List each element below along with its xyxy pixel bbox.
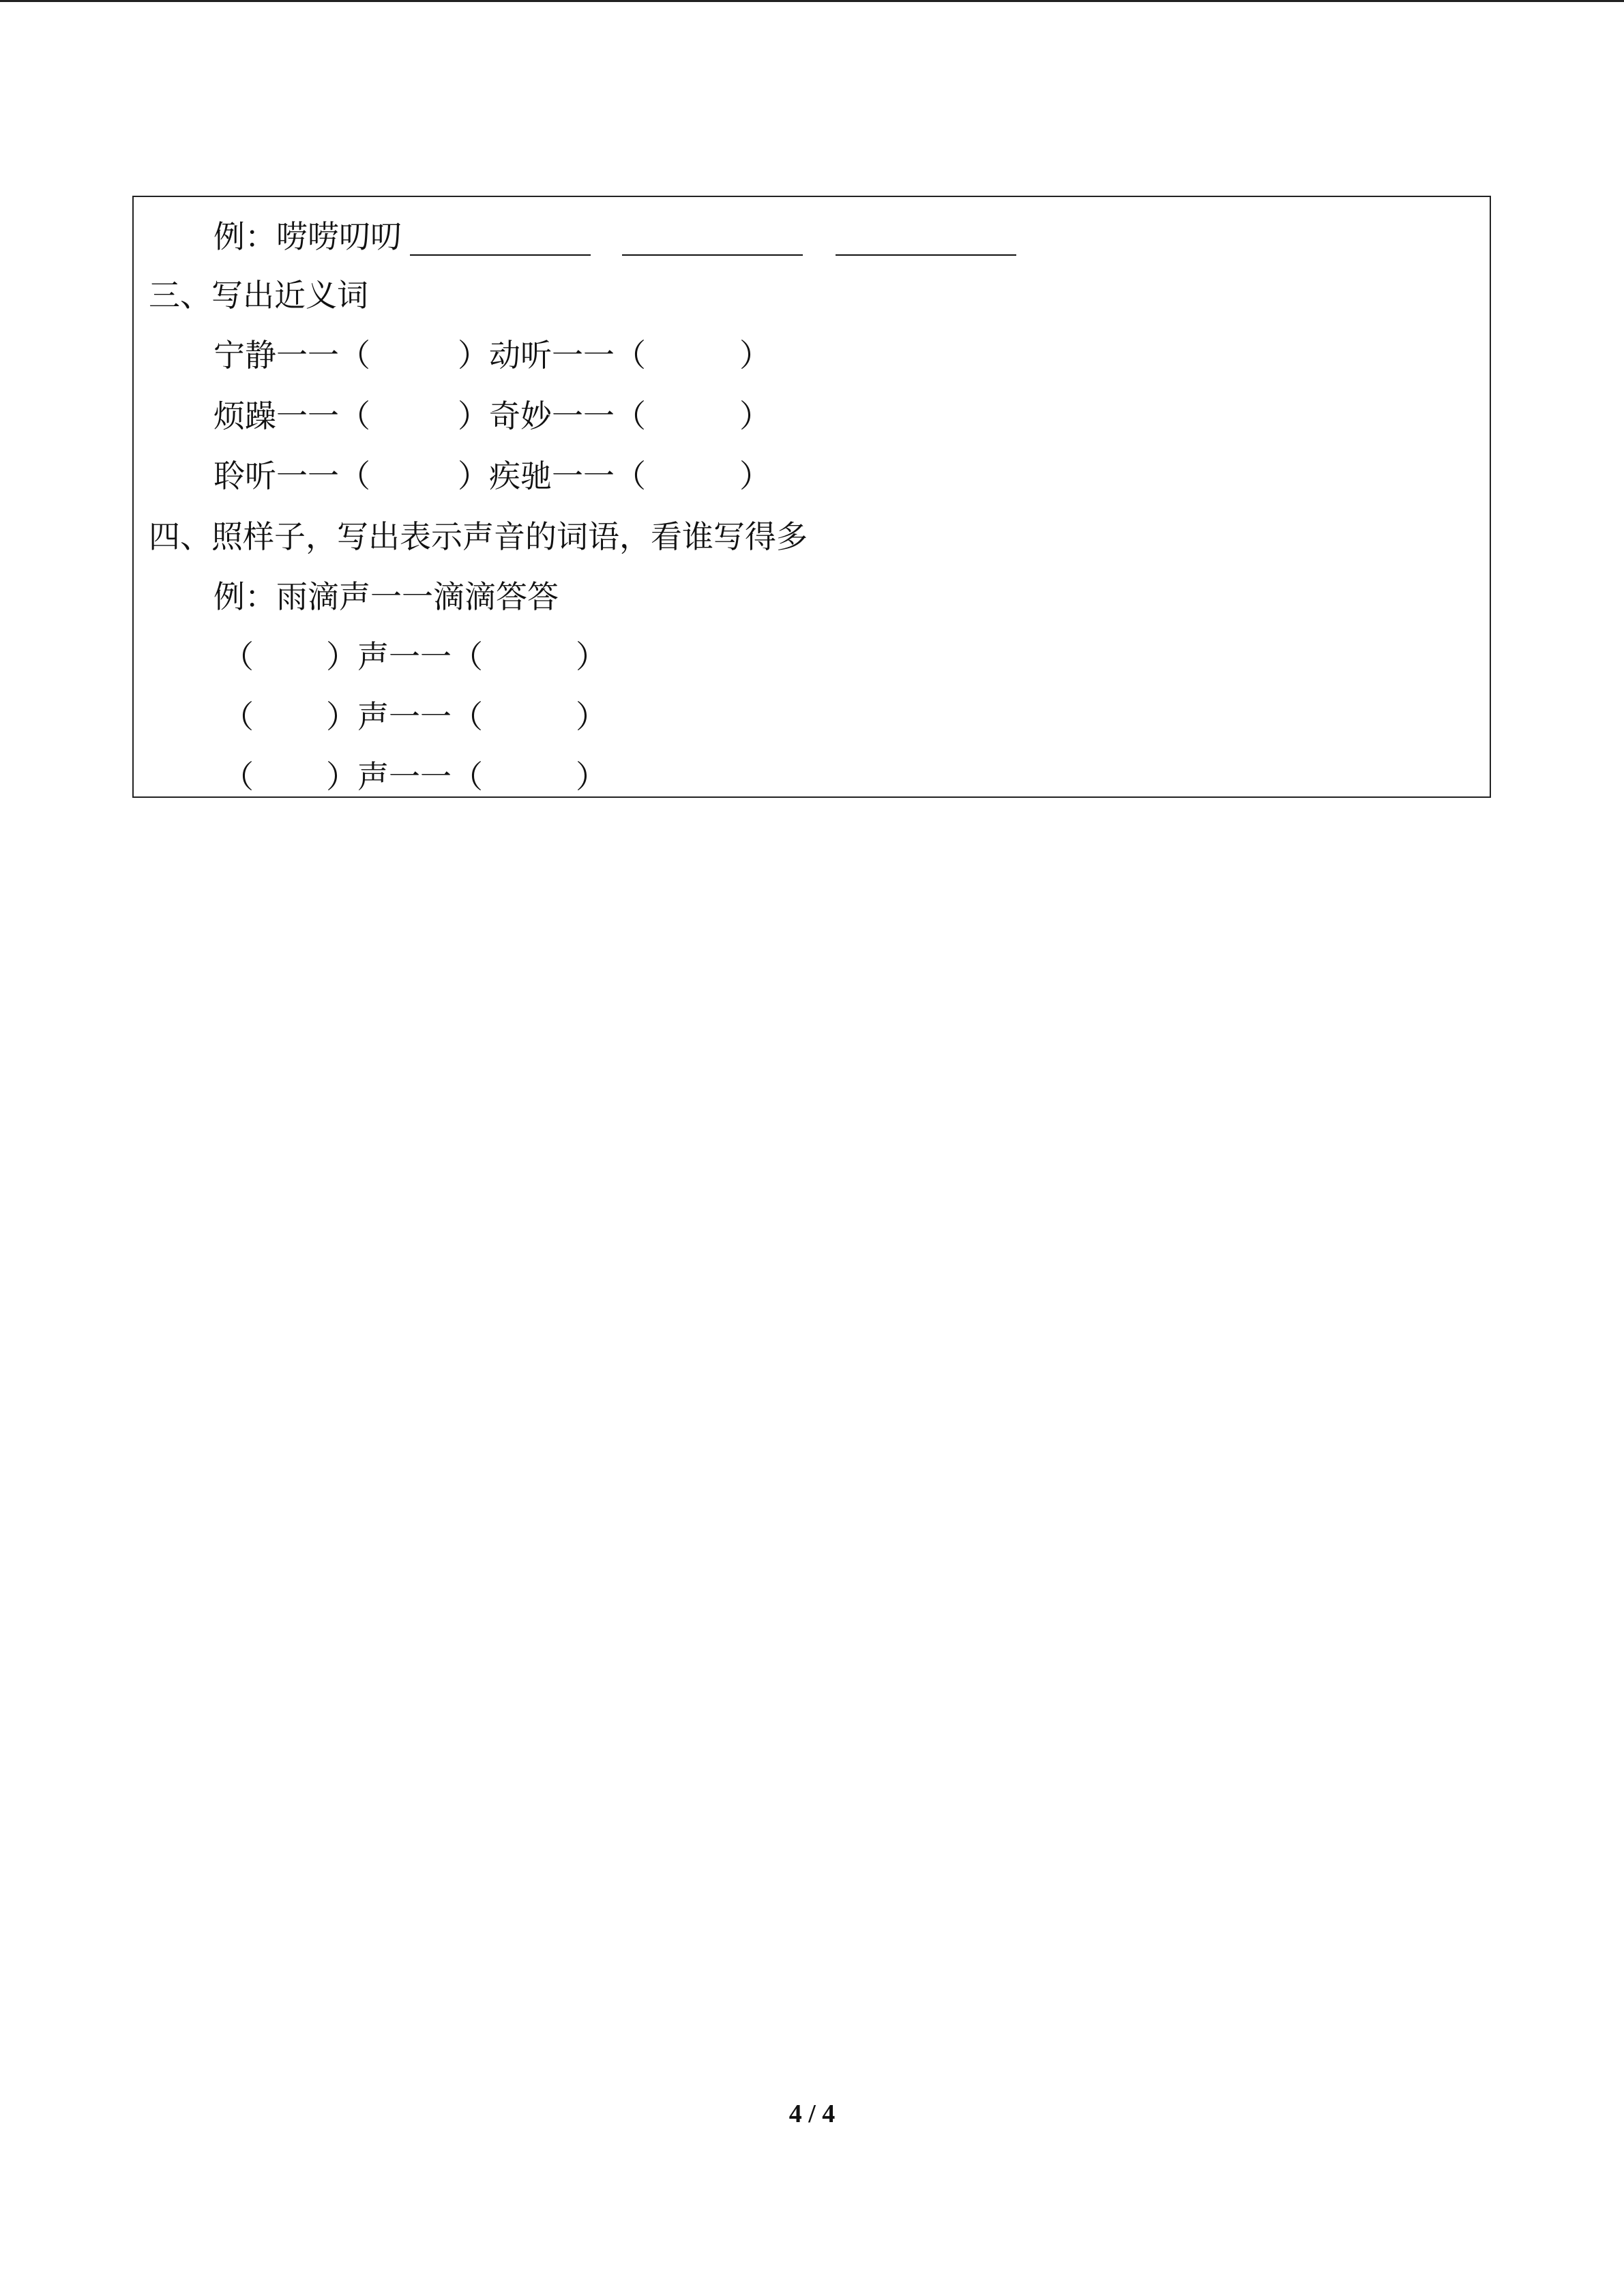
sound-row-2-end: ） bbox=[576, 698, 607, 735]
sound-row-3-end: ） bbox=[576, 758, 607, 795]
synonym-row-3-end: ） bbox=[739, 458, 771, 494]
sound-row-3-mid: ）声一一（ bbox=[326, 758, 483, 795]
section-4-example: 例：雨滴声一一滴滴答答 bbox=[213, 578, 559, 615]
answer-blank-3[interactable] bbox=[836, 254, 1016, 256]
answer-blank-2[interactable] bbox=[622, 254, 803, 256]
synonym-row-1-left: 宁静一一（ bbox=[213, 337, 370, 374]
sound-row-2-mid: ）声一一（ bbox=[326, 698, 483, 735]
synonym-row-1-end: ） bbox=[739, 337, 771, 374]
sound-row-1-mid: ）声一一（ bbox=[326, 638, 483, 675]
page-number: 4 / 4 bbox=[788, 2100, 836, 2128]
synonym-row-2-left: 烦躁一一（ bbox=[213, 398, 370, 434]
synonym-row-3-right: ）疾驰一一（ bbox=[458, 458, 646, 494]
synonym-row-1-right: ）动听一一（ bbox=[458, 337, 646, 374]
section-3-heading: 三、写出近义词 bbox=[149, 277, 368, 314]
synonym-row-3-left: 聆听一一（ bbox=[213, 458, 370, 494]
answer-blank-1[interactable] bbox=[410, 254, 591, 256]
synonym-row-2-end: ） bbox=[739, 398, 771, 434]
worksheet-box bbox=[132, 196, 1491, 798]
sound-row-1-end: ） bbox=[576, 638, 607, 675]
synonym-row-2-right: ）奇妙一一（ bbox=[458, 398, 646, 434]
sound-row-2-open: （ bbox=[222, 698, 254, 735]
example-repeat-word: 例：唠唠叨叨 bbox=[213, 218, 402, 255]
sound-row-1-open: （ bbox=[222, 638, 254, 675]
top-border-line bbox=[0, 0, 1624, 2]
section-4-heading: 四、照样子，写出表示声音的词语，看谁写得多 bbox=[149, 518, 808, 555]
sound-row-3-open: （ bbox=[222, 758, 254, 795]
